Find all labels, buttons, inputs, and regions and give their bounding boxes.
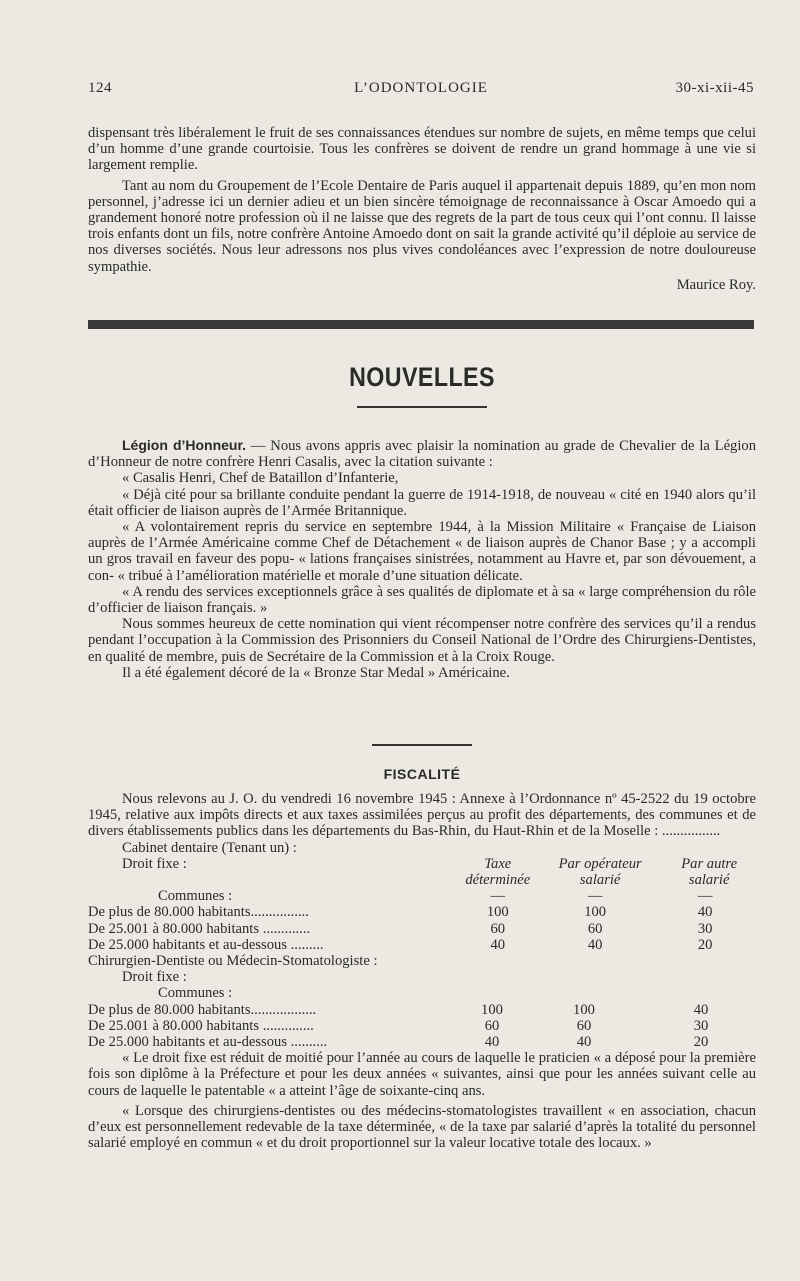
row-taxe: 60 (490, 920, 506, 937)
table-row (88, 937, 756, 953)
citation-line-1: « Casalis Henri, Chef de Bataillon d’Infanterie, (122, 470, 399, 487)
citation-line-2: « Déjà cité pour sa brillante conduite pendant la guerre de 1914-1918, de nouveau « cité en 1940 alors qu’il était officier de liaison auprès de l’Armée Britannique. (88, 486, 756, 519)
fiscalite-block (88, 791, 756, 1151)
chirurgien-label: Chirurgien-Dentiste ou Médecin-Stomatologiste : (88, 953, 378, 970)
table-row (88, 1002, 756, 1018)
droit-fixe-label-2: Droit fixe : (122, 969, 187, 986)
communes-label: Communes : (158, 888, 233, 905)
cabinet-label: Cabinet dentaire (Tenant un) : (122, 839, 297, 856)
obituary-signature: Maurice Roy. (676, 276, 756, 293)
running-title: L’ODONTOLOGIE (354, 80, 488, 96)
obituary-block (88, 125, 756, 293)
page-number: 124 (88, 80, 112, 96)
col-header-taxe: Taxe déterminée (465, 855, 531, 889)
citation-line-4: « A rendu des services exceptionnels grâce à ses qualités de diplomate et à sa « large compréhension du rôle d’officier de liaison français. » (88, 583, 756, 617)
row-taxe: 60 (484, 1017, 500, 1034)
row-taxe: 40 (490, 936, 506, 953)
row-autre: 20 (693, 1034, 709, 1051)
legion-intro-text: — Nous avons appris avec plaisir la nomination au grade de Chevalier de la Légion d’Honneur de notre confrère Henri Casalis, avec la citation suivante : (88, 438, 757, 471)
row-autre: 40 (693, 1001, 709, 1018)
dash-cell: — (587, 888, 603, 905)
table-row (88, 1034, 756, 1050)
legion-block (88, 437, 756, 681)
legion-bronze-star: Il a été également décoré de la « Bronze Star Medal » Américaine. (122, 664, 510, 681)
row-label: De 25.001 à 80.000 habitants ............. (88, 920, 311, 937)
title-underline (357, 406, 487, 408)
row-autre: 30 (697, 920, 713, 937)
fiscalite-intro: Nous relevons au J. O. du vendredi 16 novembre 1945 : Annexe à l’Ordonnance nº 45-2522 du 19 octobre 1945, relative aux impôts directs et aux taxes assimilées perçus au profit des départements, des communes et de divers établissements publics dans les départements du Bas-Rhin, du Haut-Rhin et de la Moselle : ................ (88, 791, 756, 840)
fiscalite-association-paragraph: « Lorsque des chirurgiens-dentistes ou des médecins-stomatologistes travaillent « en association, chacun d’eux est personnellement redevable de la taxe déterminée, « de la taxe par salarié d’après la totalité du personnel salarié employé en commun « et du droit proportionnel sur la valeur locative totale des locaux. » (88, 1102, 756, 1152)
row-autre: 40 (697, 904, 713, 921)
fiscalite-separator (372, 744, 472, 746)
row-autre: 30 (693, 1017, 709, 1034)
table-row (88, 904, 756, 920)
row-operateur: 40 (587, 936, 603, 953)
section-title: NOUVELLES (349, 362, 495, 392)
row-operateur: 60 (587, 920, 603, 937)
row-operateur: 100 (584, 904, 607, 921)
dash-cell: — (490, 888, 506, 905)
row-label: De 25.001 à 80.000 habitants .............. (88, 1017, 314, 1034)
table-row (88, 1018, 756, 1034)
legion-intro (88, 437, 756, 470)
obituary-paragraph-2: Tant au nom du Groupement de l’Ecole Dentaire de Paris auquel il appartenait depuis 1889, qu’en mon nom personnel, j’adresse ici un dernier adieu et un bien sincère témoignage de reconnaissance à Oscar Amoedo qui a grandement honoré notre profession où il ne laisse que des regrets de la part de tous ceux qui l’ont connu. Il laisse trois enfants dont un fils, notre confrère Antoine Amoedo dont on sait la grande activité qu’il déploie au service de nos diverses sociétés. Nous leur adressons nos plus vives condoléances avec l’expression de notre douloureuse sympathie. (88, 177, 756, 275)
communes-label-2: Communes : (158, 985, 233, 1002)
row-operateur: 100 (573, 1001, 595, 1018)
row-operateur: 60 (576, 1017, 592, 1034)
row-label: De plus de 80.000 habitants.................. (88, 1001, 317, 1018)
obituary-paragraph-1: dispensant très libéralement le fruit de ses connaissances étendues sur nombre de sujets, en même temps que celui d’un homme d’une grande courtoisie. Tous les confrères se doivent de rendre un grand hommage à une vie si largement remplie. (88, 125, 756, 174)
col-header-operateur: Par opérateur salarié (558, 855, 642, 889)
fiscalite-reduction-paragraph: « Le droit fixe est réduit de moitié pour l’année au cours de laquelle le praticien « a déposé pour la première fois son diplôme à la Préfecture et pour les deux années « suivantes, ainsi que pour les années suivant celle au cours de laquelle le patentable « a atteint l’âge de soixante-cinq ans. (88, 1050, 756, 1099)
col-header-autre: Par autre salarié (681, 855, 738, 889)
row-label: De 25.000 habitants et au-dessous .......... (88, 1034, 328, 1051)
table-row (88, 921, 756, 937)
chirurgien-tax-table (88, 1002, 756, 1051)
dash-cell: — (697, 888, 713, 905)
citation-line-3: « A volontairement repris du service en septembre 1944, à la Mission Militaire « Française de Liaison auprès de l’Armée Américaine comme Chef de Détachement « de liaison auprès de Chanor Base ; y a accompli un gros travail en faveur des popu- « lations françaises sinistrées, notamment au Havre et, par son dévouement, a con- « tribué à l’amélioration matérielle et morale d’une situation délicate. (88, 519, 756, 584)
section-divider-rule (88, 320, 754, 329)
droit-fixe-label: Droit fixe : (122, 855, 187, 872)
row-label: De plus de 80.000 habitants................ (88, 904, 309, 921)
fiscalite-heading: FISCALITÉ (383, 766, 461, 782)
row-taxe: 40 (484, 1034, 500, 1051)
cabinet-tax-table (88, 856, 756, 953)
running-header (88, 80, 754, 100)
legion-after-paragraph: Nous sommes heureux de cette nomination qui vient récompenser notre confrère des services qu’il a rendus pendant l’occupation à la Commission des Prisonniers du Conseil National de l’Ordre des Chirurgiens-Dentistes, en qualité de membre, puis de Secrétaire de la Commission et à la Croix Rouge. (88, 616, 756, 665)
row-autre: 20 (697, 936, 713, 953)
row-taxe: 100 (486, 904, 509, 921)
row-operateur: 40 (576, 1034, 592, 1051)
row-taxe: 100 (481, 1001, 503, 1018)
issue-date: 30-xi-xii-45 (675, 80, 754, 96)
row-label: De 25.000 habitants et au-dessous ......... (88, 936, 324, 953)
legion-heading: Légion d’Honneur. (122, 437, 247, 453)
